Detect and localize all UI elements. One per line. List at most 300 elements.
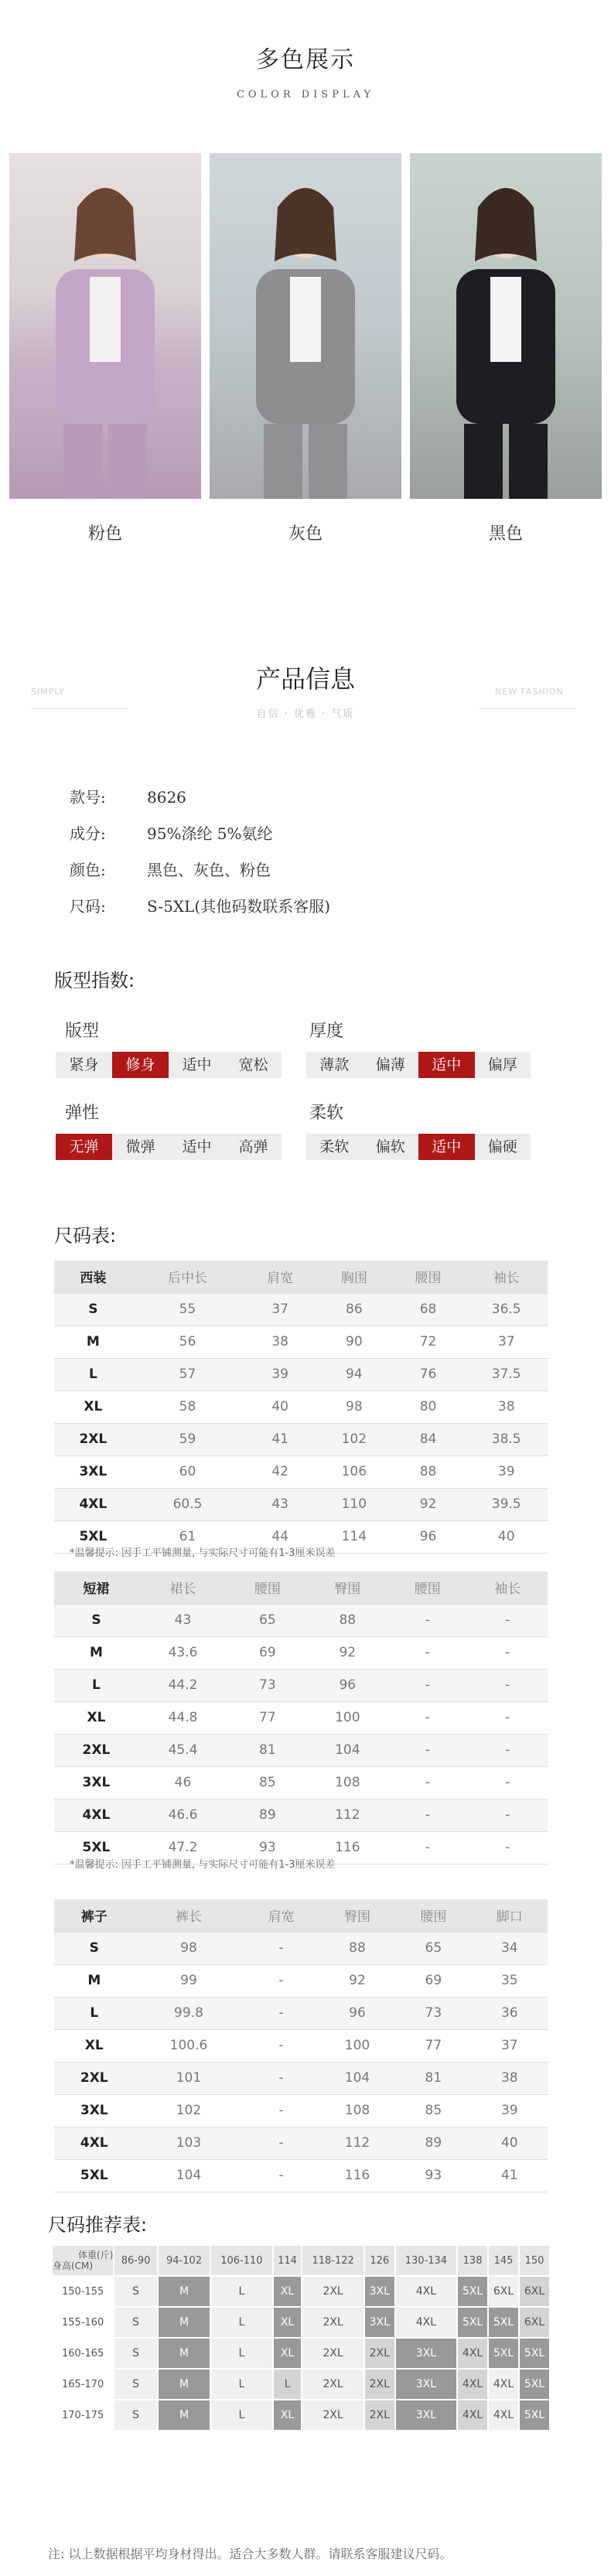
table-cell: - <box>243 1997 319 2029</box>
size-cell: 4XL <box>396 2277 456 2306</box>
table-header-row <box>54 1571 548 1604</box>
table-cell: XL <box>54 1701 138 1734</box>
table-cell: 56 <box>132 1326 244 1358</box>
table-cell: 116 <box>308 1831 387 1864</box>
table-cell: 42 <box>243 1455 317 1488</box>
weight-cell: 130-134 <box>396 2246 456 2275</box>
simply-tag: SIMPLY <box>31 687 65 697</box>
size-cell: S <box>114 2308 156 2337</box>
table-cell: 2XL <box>54 1734 138 1766</box>
table-cell: 5XL <box>54 1831 138 1864</box>
fit-option: 微弹 <box>125 1138 155 1155</box>
size-cell: XL <box>274 2339 302 2368</box>
recommend-footnote: 注: 以上数据根据平均身材得出。适合大多数人群。请联系客服建议尺码。 <box>48 2547 452 2561</box>
height-cell: 160-165 <box>53 2339 113 2368</box>
size-cell: 4XL <box>458 2339 487 2368</box>
table-cell: 3XL <box>54 1455 132 1488</box>
table-cell: 47.2 <box>138 1831 227 1864</box>
table-cell: 77 <box>227 1701 307 1734</box>
table-cell: - <box>387 1831 467 1864</box>
table-cell: 55 <box>132 1293 244 1326</box>
table-row <box>54 2029 548 2062</box>
weight-label: 体重(斤) <box>77 2250 114 2260</box>
table-row <box>54 1964 548 1997</box>
new-fashion-tag: NEW FASHION <box>495 687 564 697</box>
table-header-cell: 短裙 <box>54 1571 138 1604</box>
size-cell: 2XL <box>365 2339 394 2368</box>
table-cell: 35 <box>472 1964 548 1997</box>
size-chart-title: 尺码表: <box>54 1225 117 1247</box>
weight-cell: 118-122 <box>302 2246 363 2275</box>
size-table-pants <box>54 1899 548 2192</box>
weight-cell: 138 <box>458 2246 487 2275</box>
table-cell: - <box>468 1636 548 1669</box>
table-cell: 69 <box>395 1964 471 1997</box>
fit-option: 宽松 <box>238 1056 268 1073</box>
table-cell: - <box>468 1766 548 1799</box>
weight-cell: 86-90 <box>114 2246 156 2275</box>
table-cell: 34 <box>472 1932 548 1964</box>
size-cell: S <box>114 2370 156 2399</box>
weight-cell: 150 <box>520 2246 549 2275</box>
size-cell: 3XL <box>365 2277 394 2306</box>
table-cell: 60 <box>132 1455 244 1488</box>
fit-option: 高弹 <box>238 1138 268 1155</box>
table-cell: 98 <box>135 1932 244 1964</box>
table-row <box>54 1293 548 1326</box>
size-cell: 4XL <box>489 2370 518 2399</box>
table-cell: S <box>54 1604 138 1636</box>
size-cell: S <box>114 2277 156 2306</box>
table-cell: 90 <box>317 1326 391 1358</box>
table-cell: 45.4 <box>138 1734 227 1766</box>
table-row <box>54 2127 548 2159</box>
height-cell: 165-170 <box>53 2370 113 2399</box>
fit-option: 偏薄 <box>375 1056 405 1073</box>
fit-option: 紧身 <box>69 1056 99 1073</box>
size-table-suit <box>54 1261 548 1554</box>
table-cell: 103 <box>135 2127 244 2159</box>
table-cell: 38 <box>472 2062 548 2094</box>
table-cell: 86 <box>317 1293 391 1326</box>
table-cell: - <box>468 1669 548 1701</box>
size-cell: 4XL <box>458 2370 487 2399</box>
table-header-cell: 后中长 <box>132 1261 244 1293</box>
size-cell: 5XL <box>458 2308 487 2337</box>
recommend-row <box>53 2277 549 2306</box>
table-cell: 104 <box>308 1734 387 1766</box>
size-cell: 2XL <box>365 2400 394 2430</box>
color-caption-black: 黑色 <box>488 524 523 544</box>
table-cell: 108 <box>319 2094 395 2127</box>
product-photo-pink <box>9 153 201 499</box>
spec-colors: 颜色: 黑色、灰色、粉色 <box>70 861 271 879</box>
table-header-cell: 裙长 <box>138 1571 227 1604</box>
table-cell: 68 <box>391 1293 466 1326</box>
table-cell: 81 <box>227 1734 307 1766</box>
table-cell: 88 <box>308 1604 387 1636</box>
size-table-skirt <box>54 1571 548 1865</box>
table-cell: 43 <box>138 1604 227 1636</box>
table-cell: 40 <box>465 1520 548 1553</box>
table-cell: 99 <box>135 1964 244 1997</box>
size-cell: 2XL <box>302 2308 363 2337</box>
table-header-cell: 西装 <box>54 1261 132 1293</box>
recommend-header-row <box>53 2246 549 2275</box>
weight-cell: 94-102 <box>159 2246 210 2275</box>
table-cell: 89 <box>227 1799 307 1831</box>
table-cell: XL <box>54 2029 135 2062</box>
table-cell: - <box>387 1766 467 1799</box>
table-cell: 41 <box>472 2159 548 2192</box>
table-row <box>54 1390 548 1423</box>
size-cell: M <box>159 2400 210 2430</box>
fit-bar-softness <box>306 1134 531 1160</box>
table-cell: 38.5 <box>465 1423 548 1455</box>
table-row <box>54 1455 548 1488</box>
table-cell: 96 <box>319 1997 395 2029</box>
color-caption-gray: 灰色 <box>288 524 323 544</box>
table-cell: S <box>54 1293 132 1326</box>
table-cell: - <box>243 1932 319 1964</box>
table-cell: 89 <box>395 2127 471 2159</box>
size-cell: 5XL <box>489 2308 518 2337</box>
table-header-cell: 袖长 <box>465 1261 548 1293</box>
fit-bar-elasticity <box>56 1134 282 1160</box>
table-cell: 5XL <box>54 1520 132 1553</box>
fit-bar-cut <box>56 1052 282 1078</box>
table-cell: M <box>54 1326 132 1358</box>
table-cell: 116 <box>319 2159 395 2192</box>
table-cell: 92 <box>319 1964 395 1997</box>
size-cell: M <box>159 2370 210 2399</box>
size-cell: 3XL <box>396 2339 456 2368</box>
product-info-subtitle: 自信 · 优雅 · 气质 <box>256 708 355 720</box>
table-cell: M <box>54 1636 138 1669</box>
table-cell: S <box>54 1932 135 1964</box>
table-header-cell: 肩宽 <box>243 1261 317 1293</box>
table-cell: 102 <box>135 2094 244 2127</box>
size-cell: 4XL <box>458 2400 487 2430</box>
size-cell: S <box>114 2400 156 2430</box>
table-cell: 3XL <box>54 1766 138 1799</box>
table-row <box>54 1734 548 1766</box>
spec-material: 成分: 95%涤纶 5%氨纶 <box>70 824 273 843</box>
table-cell: - <box>387 1636 467 1669</box>
table-row <box>54 1488 548 1520</box>
table-row <box>54 1932 548 1964</box>
table-cell: 88 <box>391 1455 466 1488</box>
table-cell: 58 <box>132 1390 244 1423</box>
size-cell: 3XL <box>365 2308 394 2337</box>
fit-option: 适中 <box>182 1138 212 1155</box>
table-cell: 61 <box>132 1520 244 1553</box>
product-photo-black <box>410 153 602 499</box>
table-cell: 108 <box>308 1766 387 1799</box>
table-cell: 38 <box>243 1326 317 1358</box>
table-row <box>54 1766 548 1799</box>
table-cell: 39 <box>465 1455 548 1488</box>
table-cell: 39.5 <box>465 1488 548 1520</box>
fit-option: 偏软 <box>375 1138 405 1155</box>
recommend-title: 尺码推荐表: <box>48 2214 148 2236</box>
size-cell: L <box>211 2308 271 2337</box>
table-row <box>54 1604 548 1636</box>
table-cell: M <box>54 1964 135 1997</box>
table-cell: 46 <box>138 1766 227 1799</box>
size-cell: 6XL <box>520 2308 549 2337</box>
table-cell: 43.6 <box>138 1636 227 1669</box>
table-cell: 4XL <box>54 1488 132 1520</box>
fit-option: 偏厚 <box>487 1056 517 1073</box>
table-cell: - <box>387 1669 467 1701</box>
size-cell: L <box>274 2370 302 2399</box>
fit-option: 无弹 <box>56 1134 112 1160</box>
table-row <box>54 1423 548 1455</box>
spec-sizes: 尺码: S-5XL(其他码数联系客服) <box>70 897 331 916</box>
table-row <box>54 1799 548 1831</box>
table-cell: - <box>468 1799 548 1831</box>
size-cell: 6XL <box>489 2277 518 2306</box>
size-cell: 5XL <box>520 2370 549 2399</box>
table-cell: - <box>243 2127 319 2159</box>
table-cell: 44 <box>243 1520 317 1553</box>
table-cell: 85 <box>227 1766 307 1799</box>
spec-style-number: 款号: 8626 <box>70 788 186 807</box>
table-cell: 37 <box>472 2029 548 2062</box>
table-cell: 104 <box>135 2159 244 2192</box>
table-cell: 2XL <box>54 2062 135 2094</box>
table-cell: 80 <box>391 1390 466 1423</box>
table-cell: 37.5 <box>465 1358 548 1390</box>
weight-cell: 145 <box>489 2246 518 2275</box>
size-cell: 5XL <box>520 2339 549 2368</box>
table-header-cell: 裤长 <box>135 1899 244 1932</box>
table-cell: 43 <box>243 1488 317 1520</box>
table-cell: - <box>468 1831 548 1864</box>
color-display-title: 多色展示 <box>256 46 355 73</box>
table-cell: 59 <box>132 1423 244 1455</box>
size-cell: 5XL <box>520 2400 549 2430</box>
weight-cell: 114 <box>274 2246 302 2275</box>
table-header-cell: 胸围 <box>317 1261 391 1293</box>
height-label: 身高(CM) <box>53 2260 94 2271</box>
size-cell: S <box>114 2339 156 2368</box>
size-cell: L <box>211 2400 271 2430</box>
table-header-cell: 肩宽 <box>243 1899 319 1932</box>
fit-label-thickness: 厚度 <box>309 1022 344 1041</box>
table-cell: 96 <box>308 1669 387 1701</box>
table-cell: 40 <box>472 2127 548 2159</box>
table-cell: 84 <box>391 1423 466 1455</box>
table-cell: 98 <box>317 1390 391 1423</box>
fit-label-elasticity: 弹性 <box>65 1104 100 1123</box>
table-row <box>54 1669 548 1701</box>
table-row <box>54 2159 548 2192</box>
table-cell: 44.2 <box>138 1669 227 1701</box>
table-header-cell: 脚口 <box>472 1899 548 1932</box>
table-header-cell: 腰围 <box>387 1571 467 1604</box>
table-cell: - <box>387 1734 467 1766</box>
table-cell: 41 <box>243 1423 317 1455</box>
table-row <box>54 1701 548 1734</box>
size-cell: L <box>211 2370 271 2399</box>
table-row <box>54 2062 548 2094</box>
recommend-row <box>53 2370 549 2399</box>
recommend-table <box>51 2244 551 2431</box>
size-cell: 2XL <box>365 2370 394 2399</box>
table-cell: - <box>468 1604 548 1636</box>
table-header-cell: 腰围 <box>395 1899 471 1932</box>
table-cell: 44.8 <box>138 1701 227 1734</box>
table-cell: 112 <box>319 2127 395 2159</box>
table-cell: 92 <box>308 1636 387 1669</box>
table-cell: 57 <box>132 1358 244 1390</box>
table-cell: 102 <box>317 1423 391 1455</box>
table-cell: - <box>243 1964 319 1997</box>
table-cell: 110 <box>317 1488 391 1520</box>
fit-option: 柔软 <box>319 1138 350 1155</box>
weight-cell: 126 <box>365 2246 394 2275</box>
table-cell: 73 <box>227 1669 307 1701</box>
table-cell: 92 <box>391 1488 466 1520</box>
product-photo-gray <box>210 153 401 499</box>
table-header-row <box>54 1899 548 1932</box>
size-cell: L <box>211 2339 271 2368</box>
table-cell: - <box>387 1604 467 1636</box>
table-cell: 114 <box>317 1520 391 1553</box>
table-cell: 96 <box>391 1520 466 1553</box>
fit-label-softness: 柔软 <box>309 1104 344 1123</box>
table-cell: L <box>54 1997 135 2029</box>
size-cell: 2XL <box>302 2339 363 2368</box>
table-header-cell: 裤子 <box>54 1899 135 1932</box>
size-cell: M <box>159 2339 210 2368</box>
table-cell: 88 <box>319 1932 395 1964</box>
table-cell: 39 <box>472 2094 548 2127</box>
table-cell: 60.5 <box>132 1488 244 1520</box>
size-cell: 5XL <box>489 2339 518 2368</box>
table-row <box>54 1997 548 2029</box>
size-cell: 2XL <box>302 2277 363 2306</box>
size-note-1: *温馨提示: 因手工平铺测量, 与实际尺寸可能有1-3厘米误差 <box>70 1547 336 1559</box>
fit-bar-thickness <box>306 1052 531 1078</box>
table-cell: 104 <box>319 2062 395 2094</box>
table-cell: 73 <box>395 1997 471 2029</box>
table-cell: 65 <box>395 1932 471 1964</box>
table-cell: 3XL <box>54 2094 135 2127</box>
fit-option: 适中 <box>418 1134 475 1160</box>
table-cell: 81 <box>395 2062 471 2094</box>
table-cell: 37 <box>465 1326 548 1358</box>
table-row <box>54 1326 548 1358</box>
table-cell: L <box>54 1358 132 1390</box>
table-cell: 4XL <box>54 1799 138 1831</box>
size-cell: XL <box>274 2308 302 2337</box>
table-cell: 76 <box>391 1358 466 1390</box>
height-cell: 150-155 <box>53 2277 113 2306</box>
table-cell: 101 <box>135 2062 244 2094</box>
table-cell: 38 <box>465 1390 548 1423</box>
fit-option: 薄款 <box>319 1056 350 1073</box>
table-cell: 112 <box>308 1799 387 1831</box>
table-row <box>54 1358 548 1390</box>
size-cell: 3XL <box>396 2370 456 2399</box>
table-cell: 94 <box>317 1358 391 1390</box>
recommend-row <box>53 2339 549 2368</box>
fit-index-title: 版型指数: <box>54 970 135 991</box>
table-cell: 5XL <box>54 2159 135 2192</box>
table-cell: 69 <box>227 1636 307 1669</box>
table-cell: 77 <box>395 2029 471 2062</box>
size-cell: L <box>211 2277 271 2306</box>
height-cell: 155-160 <box>53 2308 113 2337</box>
color-caption-pink: 粉色 <box>87 524 122 544</box>
size-cell: M <box>159 2308 210 2337</box>
size-cell: 4XL <box>489 2400 518 2430</box>
table-row <box>54 1636 548 1669</box>
size-note-2: *温馨提示: 因手工平铺测量, 与实际尺寸可能有1-3厘米误差 <box>70 1859 336 1871</box>
table-cell: 99.8 <box>135 1997 244 2029</box>
table-cell: - <box>387 1799 467 1831</box>
table-header-cell: 腰围 <box>227 1571 307 1604</box>
table-cell: - <box>243 2094 319 2127</box>
size-cell: 2XL <box>302 2370 363 2399</box>
table-cell: - <box>243 2159 319 2192</box>
weight-cell: 106-110 <box>211 2246 271 2275</box>
size-cell: 4XL <box>396 2308 456 2337</box>
table-cell: 72 <box>391 1326 466 1358</box>
table-cell: 37 <box>243 1293 317 1326</box>
fit-option: 适中 <box>418 1052 475 1078</box>
table-header-cell: 袖长 <box>468 1571 548 1604</box>
table-cell: 2XL <box>54 1423 132 1455</box>
size-cell: 2XL <box>302 2400 363 2430</box>
table-cell: L <box>54 1669 138 1701</box>
table-cell: - <box>243 2062 319 2094</box>
table-header-cell: 腰围 <box>391 1261 466 1293</box>
table-cell: 93 <box>395 2159 471 2192</box>
table-cell: 100 <box>308 1701 387 1734</box>
table-cell: 46.6 <box>138 1799 227 1831</box>
table-cell: 93 <box>227 1831 307 1864</box>
recommend-row <box>53 2308 549 2337</box>
table-cell: 106 <box>317 1455 391 1488</box>
size-cell: XL <box>274 2400 302 2430</box>
table-row <box>54 2094 548 2127</box>
table-header-cell: 臀围 <box>319 1899 395 1932</box>
table-cell: XL <box>54 1390 132 1423</box>
size-cell: 6XL <box>520 2277 549 2306</box>
fit-option: 修身 <box>112 1052 169 1078</box>
table-cell: 36.5 <box>465 1293 548 1326</box>
fit-option: 适中 <box>182 1056 212 1073</box>
table-cell: - <box>468 1701 548 1734</box>
size-cell: M <box>159 2277 210 2306</box>
fit-option: 偏硬 <box>487 1138 517 1155</box>
table-header-row <box>54 1261 548 1293</box>
table-cell: 40 <box>243 1390 317 1423</box>
table-cell: 65 <box>227 1604 307 1636</box>
table-cell: 85 <box>395 2094 471 2127</box>
table-header-cell: 臀围 <box>308 1571 387 1604</box>
table-cell: - <box>387 1701 467 1734</box>
height-cell: 170-175 <box>53 2400 113 2430</box>
table-cell: 100.6 <box>135 2029 244 2062</box>
table-cell: - <box>468 1734 548 1766</box>
table-cell: - <box>243 2029 319 2062</box>
table-cell: 4XL <box>54 2127 135 2159</box>
